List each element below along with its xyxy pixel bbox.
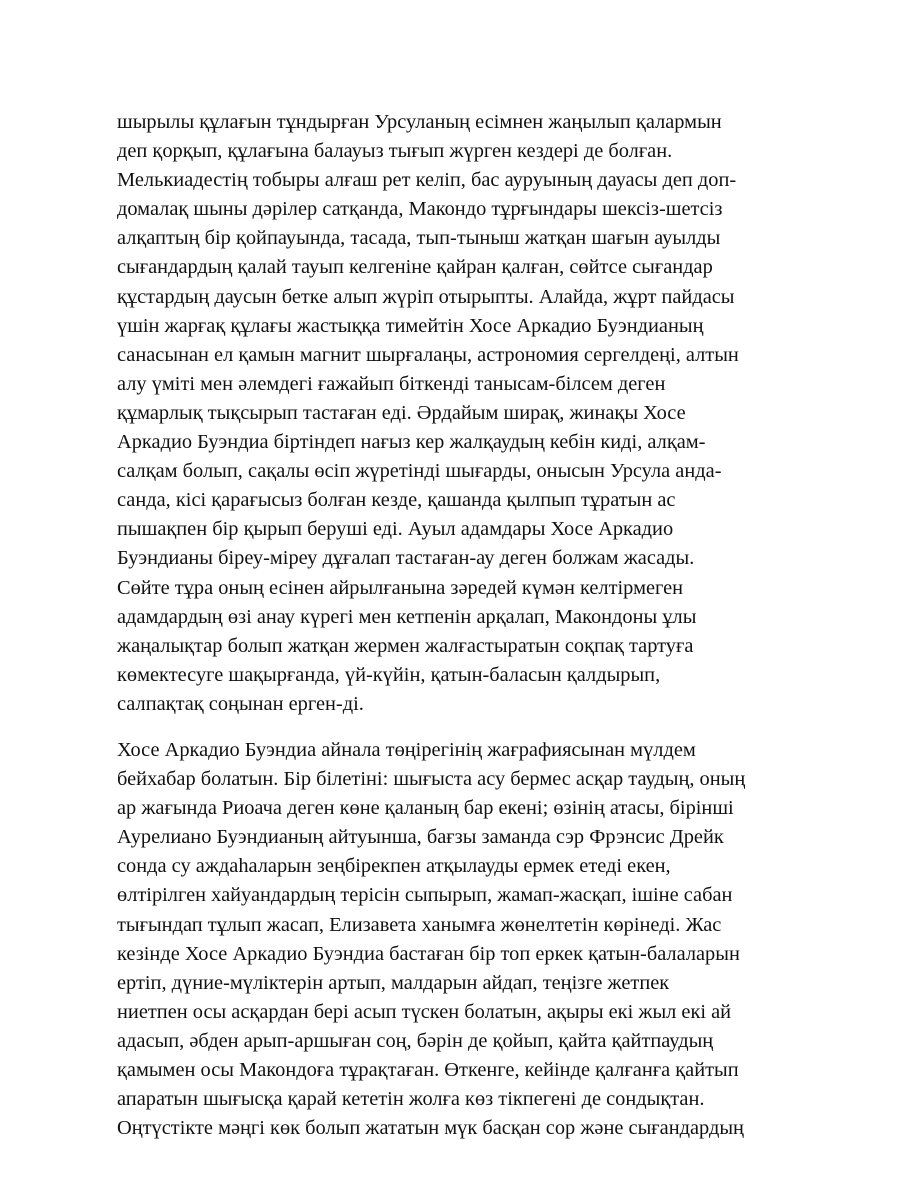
paragraph-1	[117, 108, 817, 719]
text-line: салқам болып, сақалы өсіп жүретінді шығарды, онысын Урсула анда-	[117, 460, 722, 483]
text-line: Хосе Аркадио Буэндиа айнала төңірегінің жағрафиясынан мүлдем	[117, 738, 696, 761]
text-line: Аурелиано Буэндианың айтуынша, бағзы заманда сэр Фрэнсис Дрейк	[117, 826, 724, 849]
text-line: сонда су аждаһаларын зеңбірекпен атқылауды ермек етеді екен,	[117, 855, 671, 878]
text-line: тығындап тұлып жасап, Елизавета ханымға жөнелтетін көрінеді. Жас	[117, 913, 722, 936]
text-line: қамымен осы Макондоға тұрақтаған. Өткенге, кейінде қалғанға қайтып	[117, 1059, 739, 1081]
text-line: көмектесуге шақырғанда, үй-күйін, қатын-баласын қалдырып,	[117, 663, 661, 686]
text-line: үшін жарғақ құлағы жастыққа тимейтін Хосе Аркадио Буэндианың	[117, 314, 704, 337]
text-line: ертіп, дүние-мүліктерін артып, малдарын айдап, теңізге жетпек	[117, 971, 670, 994]
text-line: санасынан ел қамын магнит шырғалаңы, астрономия сергелдеңі, алтын	[117, 343, 739, 366]
text-line: пышақпен бір қырып беруші еді. Ауыл адамдары Хосе Аркадио	[117, 518, 674, 541]
text-line: ниетпен осы асқардан бері асып түскен болатын, ақыры екі жыл екі ай	[117, 1000, 732, 1023]
text-line: деп қорқып, құлағына балауыз тығып жүрген кездері де болған.	[117, 140, 673, 163]
text-line: домалақ шыны дәрілер сатқанда, Макондо тұрғындары шексіз-шетсіз	[117, 198, 723, 221]
text-line: құмарлық тықсырып тастаған еді. Әрдайым ширақ, жинақы Хосе	[117, 401, 686, 424]
text-line: сығандардың қалай тауып келгеніне қайран қалған, сөйтсе сығандар	[117, 256, 713, 279]
text-line: Аркадио Буэндиа біртіндеп нағыз кер жалқаудың кебін киді, алқам-	[117, 431, 706, 454]
text-line: бейхабар болатын. Бір білетіні: шығыста асу бермес асқар таудың, оның	[117, 768, 746, 791]
text-line: Буэндианы біреу-міреу дұғалап тастаған-ау деген болжам жасады.	[117, 547, 695, 570]
text-line: кезінде Хосе Аркадио Буэндиа бастаған бір топ еркек қатын-балаларын	[117, 942, 740, 965]
text-line: адасып, әбден арып-аршыған соң, бәрін де қойып, қайта қайтпаудың	[117, 1029, 714, 1052]
body-text	[117, 108, 817, 1143]
text-line: апаратын шығысқа қарай кететін жолға көз тікпегені де сондықтан.	[117, 1088, 705, 1111]
paragraph-2	[117, 736, 817, 1143]
text-line: адамдардың өзі анау күрегі мен кетпенін арқалап, Макондоны ұлы	[117, 605, 697, 628]
text-line: құстардың даусын бетке алып жүріп отырыпты. Алайда, жұрт пайдасы	[117, 285, 735, 308]
text-line: Оңтүстікте мәңгі көк болып жататын мүк басқан сор және сығандардың	[117, 1117, 744, 1140]
text-line: Мелькиадестің тобыры алғаш рет келіп, бас ауруының дауасы деп доп-	[117, 169, 737, 192]
text-line: ар жағында Риоача деген көне қаланың бар екені; өзінің атасы, бірінші	[117, 797, 734, 820]
text-line: Сөйте тұра оның есінен айрылғанына зәредей күмән келтірмеген	[117, 576, 684, 599]
text-line: санда, кісі қарағысыз болған кезде, қашанда қылпып тұратын ас	[117, 489, 676, 512]
text-line: салпақтақ соңынан ерген-ді.	[117, 692, 364, 715]
text-line: алу үміті мен әлемдегі ғажайып біткенді танысам-білсем деген	[117, 372, 666, 395]
text-line: өлтірілген хайуандардың терісін сыпырып, жамап-жасқап, ішіне сабан	[117, 884, 733, 907]
text-line: шырылы құлағын тұндырған Урсуланың есімнен жаңылып қалармын	[117, 111, 722, 133]
text-line: алқаптың бір қойпауында, тасада, тып-тыныш жатқан шағын ауылды	[117, 227, 721, 250]
text-line: жаңалықтар болып жатқан жермен жалғастыратын соқпақ тартуға	[117, 634, 694, 657]
